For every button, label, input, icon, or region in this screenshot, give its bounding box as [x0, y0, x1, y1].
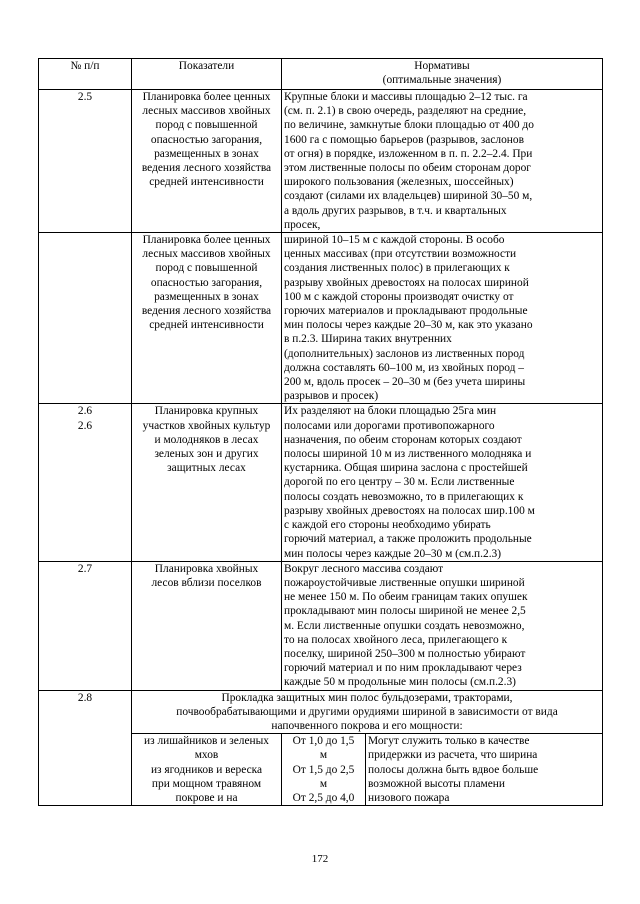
- text-line: лесных массивов хвойных: [142, 105, 271, 118]
- text-line: 2.6: [77, 419, 93, 432]
- text-line: 200 м, вдоль просек – 20–30 м (без учета ширины: [284, 376, 526, 389]
- header-norms-title: Нормативы: [414, 60, 470, 72]
- text-line: и молодняков в лесах: [154, 433, 259, 446]
- table-row: [39, 233, 603, 404]
- page-number: 172: [311, 853, 329, 865]
- text-line: опасностью загорания,: [150, 133, 263, 146]
- text-line: (дополнительных) заслонов из лиственных пород: [284, 347, 525, 360]
- text-line: из лишайников и зеленых: [144, 735, 269, 748]
- text-line: полосами или дорогами противопожарного: [284, 419, 495, 432]
- text-line: должна составлять 60–100 м, из хвойных пород –: [284, 361, 524, 374]
- text-line: полосы шириной 10 м из лиственного молодняка и: [284, 448, 532, 461]
- row-number: [39, 561, 132, 690]
- header-indicators: Показатели: [132, 59, 282, 90]
- text-line: почвообрабатывающими и другими орудиями шириной в зависимости от вида: [176, 705, 558, 718]
- text-line: при мощном травяном: [151, 777, 262, 790]
- text-line: размещенных в зонах: [154, 290, 259, 303]
- text-line: из ягодников и вереска: [150, 763, 263, 776]
- text-line: не менее 150 м. По обеим границам таких опушек: [284, 591, 528, 604]
- text-line: шириной 10–15 м с каждой стороны. В особо: [284, 234, 505, 247]
- row-norm: [282, 90, 603, 233]
- sub-width-range: [282, 734, 366, 806]
- text-line: в п.2.3. Ширина таких внутренних: [284, 333, 452, 346]
- norms-table: [38, 58, 603, 806]
- text-line: средней интенсивности: [149, 176, 264, 189]
- text-line: прокладывают мин полосы шириной не менее 2,5: [284, 605, 526, 618]
- text-line: пород с повышенной: [155, 262, 258, 275]
- text-line: От 1,5 до 2,5: [292, 763, 355, 776]
- text-line: Могут служить только в качестве: [368, 735, 530, 748]
- text-line: а вдоль других разрывов, в т.ч. и квартальных: [284, 204, 507, 217]
- text-line: 100 м с каждой стороны производят очистку от: [284, 290, 514, 303]
- text-line: опасностью загорания,: [150, 276, 263, 289]
- text-line: мхов: [194, 749, 219, 762]
- text-line: Крупные блоки и массивы площадью 2–12 тыс. га: [284, 91, 528, 103]
- text-line: этом лиственные полосы по обеим сторонам дорог: [284, 162, 531, 175]
- text-line: пожароустойчивые лиственные опушки шириной: [284, 576, 525, 589]
- row-title: [132, 690, 603, 734]
- row-norm: [282, 233, 603, 404]
- text-line: мин полосы через каждые 20–30 м, как это указано: [284, 319, 533, 332]
- text-line: 2.5: [77, 91, 93, 103]
- table-row: [39, 90, 603, 233]
- row-norm: [282, 404, 603, 561]
- text-line: размещенных в зонах: [154, 147, 259, 160]
- text-line: ведения лесного хозяйства: [141, 162, 272, 175]
- text-line: создания лиственных полос) в прилегающих к: [284, 262, 510, 275]
- text-line: с каждой его стороны необходимо убирать: [284, 519, 491, 532]
- text-line: разрывов и просек): [284, 390, 379, 403]
- text-line: м. Если лиственные опушки создать невозможно,: [284, 619, 525, 632]
- row-indicator: [132, 404, 282, 561]
- text-line: От 2,5 до 4,0: [292, 791, 355, 804]
- text-line: по величине, замкнутые блоки площадью от 400 до: [284, 119, 534, 132]
- text-line: средней интенсивности: [149, 319, 264, 332]
- text-line: Их разделяют на блоки площадью 25га мин: [284, 405, 497, 418]
- text-line: ведения лесного хозяйства: [141, 305, 272, 318]
- text-line: От 1,0 до 1,5: [292, 735, 355, 748]
- row-number: [39, 233, 132, 404]
- text-line: разрыву хвойных древостоях на полосах шир.100 м: [284, 504, 535, 517]
- text-line: возможной высоты пламени: [368, 777, 505, 790]
- row-norm: [282, 561, 603, 690]
- text-line: горючих материалов и прокладывают продольные: [284, 305, 528, 318]
- text-line: 2.6: [77, 405, 93, 418]
- text-line: ценных массивах (при отсутствии возможности: [284, 248, 517, 261]
- text-line: назначения, по обеим сторонам которых создают: [284, 433, 522, 446]
- text-line: каждые 50 м продольные мин полосы (см.п.2.3): [284, 676, 516, 689]
- text-line: Планировка более ценных: [142, 91, 271, 103]
- row-indicator: [132, 90, 282, 233]
- text-line: то на полосах хвойного леса, прилегающего к: [284, 633, 508, 646]
- table-row: [39, 690, 603, 734]
- text-line: полосы создать невозможно, то в прилегающих к: [284, 490, 524, 503]
- sub-note: [366, 734, 603, 806]
- header-norms: [282, 59, 603, 90]
- text-line: полосы должна быть вдвое больше: [368, 763, 539, 776]
- text-line: поселку, шириной 250–300 м полностью убирают: [284, 647, 526, 660]
- text-line: покрове и на: [175, 791, 238, 804]
- row-indicator: [132, 233, 282, 404]
- text-line: просек,: [284, 218, 321, 231]
- row-number: 2.8: [39, 690, 132, 806]
- text-line: напочвенного покрова и его мощности:: [271, 719, 463, 732]
- header-num: № п/п: [39, 59, 132, 90]
- row-number: [39, 404, 132, 561]
- text-line: 2.7: [77, 562, 93, 575]
- text-line: Прокладка защитных мин полос бульдозерами, тракторами,: [221, 691, 513, 704]
- text-line: низового пожара: [368, 791, 450, 804]
- text-line: Планировка крупных: [154, 405, 259, 418]
- text-line: от огня) в порядке, изложенном в п. п. 2.2–2.4. При: [284, 147, 533, 160]
- row-number: [39, 90, 132, 233]
- text-line: участков хвойных культур: [142, 419, 271, 432]
- text-line: лесов вблизи поселков: [151, 576, 262, 589]
- text-line: кустарника. Общая ширина заслона с простейшей: [284, 462, 528, 475]
- sub-indicator: [132, 734, 282, 806]
- text-line: м: [319, 749, 328, 762]
- header-norms-subtitle: (оптимальные значения): [382, 74, 502, 87]
- text-line: м: [319, 777, 328, 790]
- text-line: Планировка более ценных: [142, 234, 271, 247]
- text-line: (см. п. 2.1) в свою очередь, разделяют на средние,: [284, 105, 527, 118]
- text-line: дорогой по его центру – 30 м. Если лиственные: [284, 476, 515, 489]
- text-line: создают (силами их владельцев) шириной 30–50 м,: [284, 190, 533, 203]
- text-line: широкого пользования (железных, шоссейных): [284, 176, 514, 189]
- text-line: мин полосы через каждые 20–30 м (см.п.2.3): [284, 547, 502, 560]
- table-row: [39, 561, 603, 690]
- text-line: горючий материал, а также проложить продольные: [284, 533, 532, 546]
- text-line: придержки из расчета, что ширина: [368, 749, 538, 762]
- text-line: Вокруг лесного массива создают: [284, 562, 444, 575]
- text-line: зеленых зон и других: [154, 448, 259, 461]
- text-line: разрыву хвойных древостоях на полосах шириной: [284, 276, 529, 289]
- text-line: пород с повышенной: [155, 119, 258, 132]
- table-header-row: [39, 59, 603, 90]
- text-line: Планировка хвойных: [154, 562, 259, 575]
- text-line: защитных лесах: [167, 462, 246, 475]
- text-line: лесных массивов хвойных: [142, 248, 271, 261]
- text-line: горючий материал и по ним прокладывают через: [284, 662, 522, 675]
- table-row: [39, 404, 603, 561]
- text-line: 1600 га с помощью барьеров (разрывов, заслонов: [284, 133, 524, 146]
- row-indicator: [132, 561, 282, 690]
